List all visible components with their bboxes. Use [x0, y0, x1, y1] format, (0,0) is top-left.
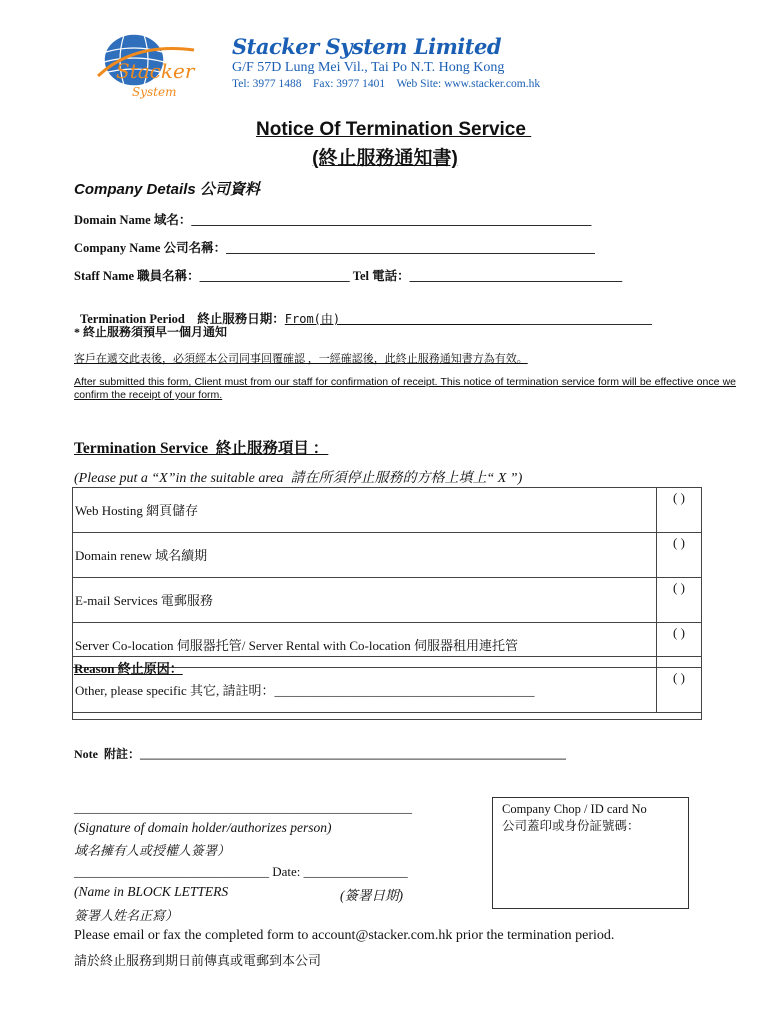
company-details-heading: Company Details 公司資料 — [74, 181, 260, 198]
logo-text-top: Stacker — [116, 59, 195, 83]
signature-label: (Signature of domain holder/authorizes person) — [74, 820, 332, 835]
name-date-line[interactable]: ______________________________ Date: ________________ — [74, 864, 408, 879]
reason-label: Reason 終止原因： — [74, 661, 183, 676]
advance-notice-note: * 終止服務須預早一個月通知 — [74, 325, 228, 339]
date-label: (簽署日期) — [340, 888, 403, 903]
logo-text-bottom: System — [132, 85, 177, 99]
footer-instruction: Please email or fax the completed form to account@stacker.com.hk prior the termination period. — [74, 928, 615, 943]
company-contacts: Tel: 3977 1488 Fax: 3977 1401 Web Site: www.stacker.com.hk — [232, 78, 541, 90]
service-label: Web Hosting 網頁儲存 — [73, 488, 657, 533]
document-title: Notice Of Termination Service — [256, 119, 532, 140]
company-logo — [94, 30, 202, 100]
table-row — [73, 533, 702, 578]
service-label: Domain renew 域名續期 — [73, 533, 657, 578]
service-checkbox[interactable]: ( ) — [657, 488, 702, 533]
termination-period-label: Termination Period 終止服務日期： — [80, 312, 285, 326]
service-checkbox[interactable]: ( ) — [657, 623, 702, 668]
note-field[interactable]: Note 附註：_______________________________________________________________________ — [74, 747, 566, 761]
footer-instruction-zh: 請於終止服務到期日前傳真或電郵到本公司 — [74, 953, 322, 968]
signature-label-zh: 域名擁有人或授權人簽署） — [74, 843, 231, 858]
service-label: E-mail Services 電郵服務 — [73, 578, 657, 623]
staff-tel-field[interactable]: Staff Name 職員名稱：________________________ Tel 電話：__________________________________ — [74, 269, 623, 283]
service-checkbox[interactable]: ( ) — [657, 578, 702, 623]
company-name: Stacker System Limited — [232, 34, 502, 59]
confirmation-note-zh: 客戶在遞交此表後，必須經本公司同事回覆確認 ，一經確認後，此終止服務通知書方為有效。 — [74, 353, 528, 365]
company-name-field[interactable]: Company Name 公司名稱：___________________________________________________________ — [74, 241, 595, 255]
name-label-zh: 簽署人姓名正寫） — [74, 908, 179, 923]
service-checkbox[interactable]: ( ) — [657, 668, 702, 713]
company-address: G/F 57D Lung Mei Vil., Tai Po N.T. Hong Kong — [232, 60, 505, 75]
chop-label-zh: 公司蓋印或身份証號碼： — [502, 819, 640, 833]
chop-label-en: Company Chop / ID card No — [502, 802, 647, 816]
document-title-zh: (終止服務通知書) — [312, 148, 458, 169]
table-row — [73, 488, 702, 533]
termination-period-tail: _____________________ — [520, 312, 652, 326]
table-row — [73, 578, 702, 623]
termination-period-input[interactable]: From(由) — [284, 312, 521, 326]
confirmation-note-en: After submitted this form, Client must from our staff for confirmation of receipt. This notice of termination service form will be effective once we confirm the receipt of your form. — [74, 376, 736, 401]
signature-line[interactable]: ____________________________________________________ — [74, 800, 412, 815]
domain-name-field[interactable]: Domain Name 域名：________________________________________________________________ — [74, 213, 592, 227]
service-label: Other, please specific 其它, 請註明：________________________________________ — [73, 668, 657, 713]
name-label: (Name in BLOCK LETTERS — [74, 884, 229, 899]
termination-instruction: (Please put a “X”in the suitable area 請在所須停止服務的方格上填上“ X ”) — [74, 471, 523, 486]
company-chop-label — [502, 801, 687, 835]
termination-service-heading: Termination Service 終止服務項目 ： — [74, 440, 329, 457]
service-label: Server Co-location 伺服器托管/ Server Rental with Co-location 伺服器租用連托管 — [73, 623, 657, 668]
service-checkbox[interactable]: ( ) — [657, 533, 702, 578]
